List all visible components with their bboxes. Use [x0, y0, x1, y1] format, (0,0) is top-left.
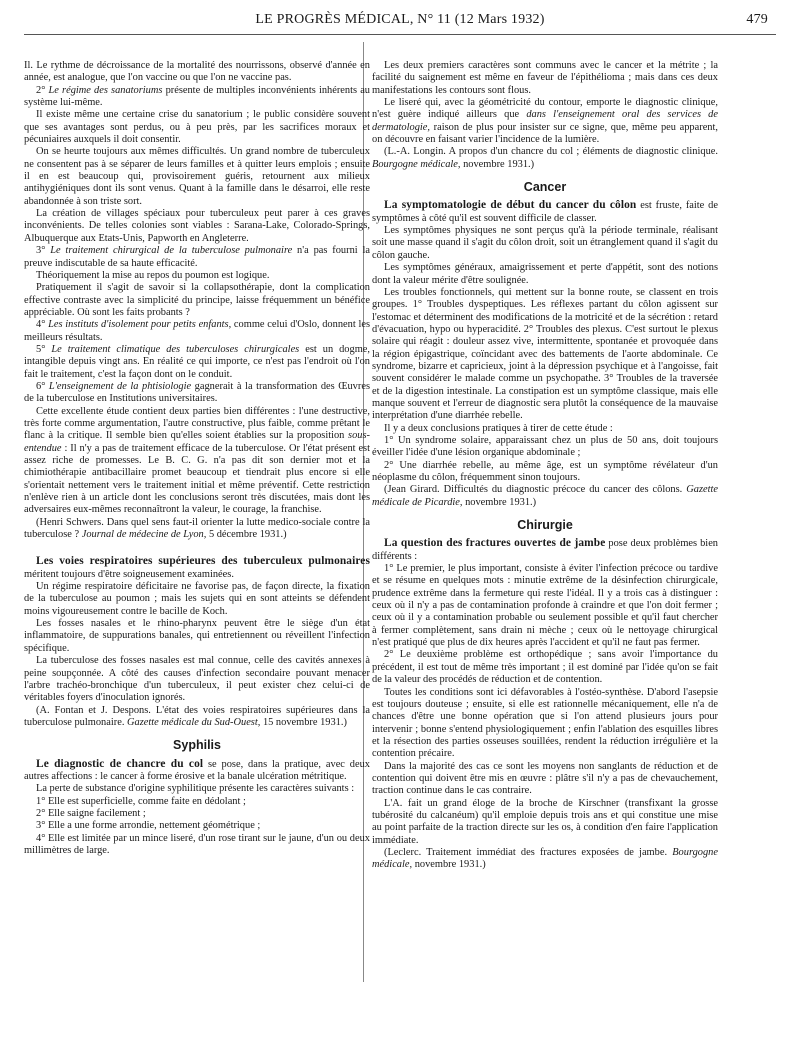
header-rule [24, 34, 776, 35]
list-item: 1° Le premier, le plus important, consiste à éviter l'infection précoce ou tardive et se résume en quelques mots : minutie extrême de la désinfection chirurgicale, prudence extrême dans la fermeture qui reste l'idéal. Il y a trois cas à distinguer : ceux où il n'y a pas de contamination profonde à craindre et que l'on doit fermer ; ceux où il y a contamination probable ou seulement possible et qu'il faut chercher à fermer complètement, sans drain ni mèche ; ceux où le nettoyage chirurgical n'est pratiqué que plus de dix heures après l'accident et qu'il ne faut pas fermer. [372, 563, 718, 649]
list-item: 3° Elle a une forme arrondie, nettement géométrique ; [36, 820, 261, 832]
paragraph: Les fosses nasales et le rhino-pharynx peuvent être le siège d'un état inflammatoire, de suppurations banales, qui entretiennent ou réveillent l'infection spécifique. [24, 618, 370, 654]
paragraph: Un régime respiratoire déficitaire ne favorise pas, de façon directe, la fixation de la tuberculose au poumon ; mais les sujets qui en sont atteints se défendent moins vigoureusement contre le bacille de Koch. [24, 581, 370, 617]
paragraph: Il y a deux conclusions pratiques à tirer de cette étude : [384, 422, 613, 434]
list-item: 2° Le deuxième problème est orthopédique ; sans avoir l'importance du précédent, il est tout de même très important ; il est dominé par l'idée qu'on se fait de la valeur des procédés de réduction et de contention. [372, 649, 718, 686]
paragraph: 4° Les instituts d'isolement pour petits enfants, comme celui d'Oslo, donnent les meilleurs résultats. [24, 319, 371, 343]
paragraph: 2° Le régime des sanatoriums présente de multiples inconvénients inhérents au système lui-même. [24, 84, 370, 109]
article-lead: La question des fractures ouvertes de jambe pose deux problèmes bien différents : [372, 537, 719, 562]
reference: (Jean Girard. Difficultés du diagnostic précoce du cancer des côlons. Gazette médicale de Picardie, novembre 1931.) [372, 484, 718, 508]
section-heading-cancer: Cancer [523, 180, 567, 195]
list-item: 4° Elle est limitée par un mince liseré, d'un rose tirant sur le jaune, d'un ou deux millimètres de large. [24, 832, 370, 856]
reference: (L.-A. Longin. A propos d'un chancre du col ; éléments de diagnostic clinique. Bourgogne médicale, novembre 1931.) [372, 146, 718, 170]
right-column [372, 60, 718, 872]
list-item: 1° Elle est superficielle, comme faite en dédolant ; [36, 795, 246, 807]
list-item: 1° Un syndrome solaire, apparaissant chez un plus de 50 ans, doit toujours éveiller l'idée d'une lésion organique abdominale ; [372, 434, 718, 459]
article-lead: La symptomatologie de début du cancer du côlon est fruste, faite de symptômes à côté qu'il est souvent difficile de classer. [372, 199, 718, 224]
paragraph: Dans la majorité des cas ce sont les moyens non sanglants de réduction et de contention qui doivent être mis en œuvre : plâtre s'il n'y a pas de chevauchement, traction continue dans le cas contraire. [372, 760, 718, 797]
running-header [24, 10, 776, 32]
paragraph: La création de villages spéciaux pour tuberculeux peut parer à ces graves inconvénients. De telles colonies sont viables : Sarana-Lake, Colorado-Springs, Albuquerque aux Etats-Unis, Papworth en Angleterre. [24, 208, 370, 244]
section-heading-syphilis: Syphilis [173, 738, 221, 753]
reference: (Leclerc. Traitement immédiat des fractures exposées de jambe. Bourgogne médicale, novembre 1931.) [372, 846, 718, 871]
paragraph: Les troubles fonctionnels, qui mettent sur la bonne route, se classent en trois groupes. 1° Troubles dyspeptiques. Les réflexes partant du côlon agissent sur l'estomac et déterminent des modifications de la motricité et de la sécrétion : retard d'évacuation, hypo ou hyperacidité. 2° Troubles des plexus. C'est surtout le plexus solaire qui réagit : douleur assez vive, intermittente, spontanée et provoquée dans la région épigastrique, coïncidant avec des battements de l'aorte abdominale. Ce syndrome, bizarre et capricieux, joint à la dépression psychique et à l'angoisse, fait souvent considérer le malade comme un psychopathe. 3° Troubles de la traversée et de la digestion intestinale. La constipation est un symptôme classique, mais elle manque souvent et l'erreur de diagnostic sera plutôt la conséquence de la mauvaise interprétation d'une diarrhée rebelle. [372, 286, 718, 422]
paragraph: Il. Le rythme de décroissance de la mortalité des nourrissons, observé d'année en année, est analogue, que l'on vaccine ou que l'on ne vaccine pas. [24, 60, 370, 84]
section-heading-chirurgie: Chirurgie [517, 518, 573, 533]
paragraph: On se heurte toujours aux mêmes difficultés. Un grand nombre de tuberculeux ne consentent pas à se séparer de leurs familles et à quitter leurs emplois ; ensuite il en est beaucoup qui, provisoirement guéris, retournent aux milieux antihygiéniques dont ils sont venus. Quant à la famille dans le désarroi, elle reste abandonnée à son triste sort. [24, 146, 370, 207]
journal-title: LE PROGRÈS MÉDICAL, N° 11 (12 Mars 1932) [255, 12, 545, 27]
paragraph: La perte de substance d'origine syphilitique présente les caractères suivants : [36, 783, 355, 795]
reference: (Henri Schwers. Dans quel sens faut-il orienter la lutte medico-sociale contre la tuberculose ? Journal de médecine de Lyon, 5 décembre 1931.) [24, 516, 370, 541]
paragraph: 5° Le traitement climatique des tuberculoses chirurgicales est un dogme, intangible depuis vingt ans. En réalité ce qui importe, ce n'est pas l'endroit où l'on fait le traitement, c'est la façon dont on le conduit. [24, 343, 370, 380]
paragraph: 6° L'enseignement de la phtisiologie gagnerait à la transformation des Œuvres de la tuberculose en Institutions universitaires. [24, 380, 370, 405]
paragraph: Théoriquement la mise au repos du poumon est logique. [36, 269, 270, 281]
paragraph: Le liseré qui, avec la géométricité du contour, emporte le diagnostic clinique, n'est guère indiqué ailleurs que dans l'enseignement oral des services de dermatologie, raison de plus pour insister sur ce signe, que, même peu apparent, on découvre en faisant varier l'incidence de la lumière. [372, 97, 718, 146]
reference: (A. Fontan et J. Despons. L'état des voies respiratoires supérieures dans la tuberculose pulmonaire. Gazette médicale du Sud-Ouest, 15 novembre 1931.) [24, 704, 370, 728]
article-lead: Les voies respiratoires supérieures des tuberculeux pulmonaires méritent toujours d'être soigneusement examinées. [24, 555, 370, 580]
paragraph: 3° Le traitement chirurgical de la tuberculose pulmonaire n'a pas fourni la preuve indiscutable de sa haute efficacité. [24, 245, 370, 269]
paragraph: Il existe même une certaine crise du sanatorium ; le public considère souvent que ses avantages sont perdus, ou à peu près, par les sacrifices moraux et pécuniaires auxquels il doit consentir. [24, 109, 370, 146]
paragraph: Les symptômes généraux, amaigrissement et perte d'appétit, sont des notions dont la valeur mérite d'être soulignée. [372, 262, 718, 286]
paragraph: Pratiquement il s'agit de savoir si la collapsothérapie, dont la complication effective contraste avec la simplicité du principe, laisse fréquemment un bénéfice appréciable. Où sont les faits probants ? [24, 282, 370, 318]
left-column [24, 60, 370, 857]
article-lead: Le diagnostic de chancre du col se pose, dans la pratique, avec deux autres affections : le cancer à forme érosive et la banale ulcération métritique. [24, 757, 370, 782]
paragraph: L'A. fait un grand éloge de la broche de Kirschner (transfixant la grosse tubérosité du calcanéum) qu'il emploie depuis trois ans et qui constitue une mise au point parfaite de la traction directe sur les os, à condition d'en faire l'application immédiate. [372, 797, 718, 846]
paragraph: La tuberculose des fosses nasales est mal connue, celle des cavités annexes à peine soupçonnée. A côté des causes d'infection secondaire pouvant menacer l'arbre trachéo-bronchique d'un tuberculeux, il peut exister chez celui-ci de véritables foyers d'inoculation ignorés. [24, 655, 370, 704]
page-number: 479 [746, 12, 768, 27]
paragraph: Les deux premiers caractères sont communs avec le cancer et la métrite ; la facilité du saignement est même en faveur de l'épithélioma ; mais dans ces deux manifestations les contours sont flous. [372, 60, 718, 96]
list-item: 2° Une diarrhée rebelle, au même âge, est un symptôme révélateur d'un néoplasme du côlon, fréquemment sinon toujours. [372, 459, 718, 483]
paragraph: Les symptômes physiques ne sont perçus qu'à la période terminale, réalisant soit une masse quand il s'agit du côlon droit, soit un étranglement quand il s'agit du côlon gauche. [372, 225, 718, 261]
list-item: 2° Elle saigne facilement ; [36, 807, 146, 819]
paragraph: Cette excellente étude contient deux parties bien différentes : l'une destructive, très forte comme argumentation, l'autre constructive, plus faible, comme prêtant le flanc à la critique. Il semble bien qu'elles soient établies sur la proposition sous-entendue : Il n'y a pas de traitement efficace de la tuberculose. Or l'état présent est assez riche de promesses. Le B. C. G. n'a pas dit son dernier mot et la chimiothérapie antibacillaire promet beaucoup et tiendrait plus encore si elle s'orientait nettement vers le traitement initial et même préventif. Cette restriction n'enlève rien à un article dont les conclusions seront très discutées, mais dont les adversaires eux-mêmes reconnaîtront la valeur, le courage, la franchise. [24, 405, 370, 516]
paragraph: Toutes les conditions sont ici défavorables à l'ostéo-synthèse. D'abord l'asepsie est toujours douteuse ; ensuite, si elle est rationnelle mécaniquement, elle n'a de chances d'être une bonne opération que si l'on attend plusieurs jours pour intervenir ; bonne s'entend physiologiquement ; enfin l'ablation des esquilles libres et la résection des parties osseuses souillées, rendent la réduction irrégulière et la contention précaire. [372, 686, 718, 760]
